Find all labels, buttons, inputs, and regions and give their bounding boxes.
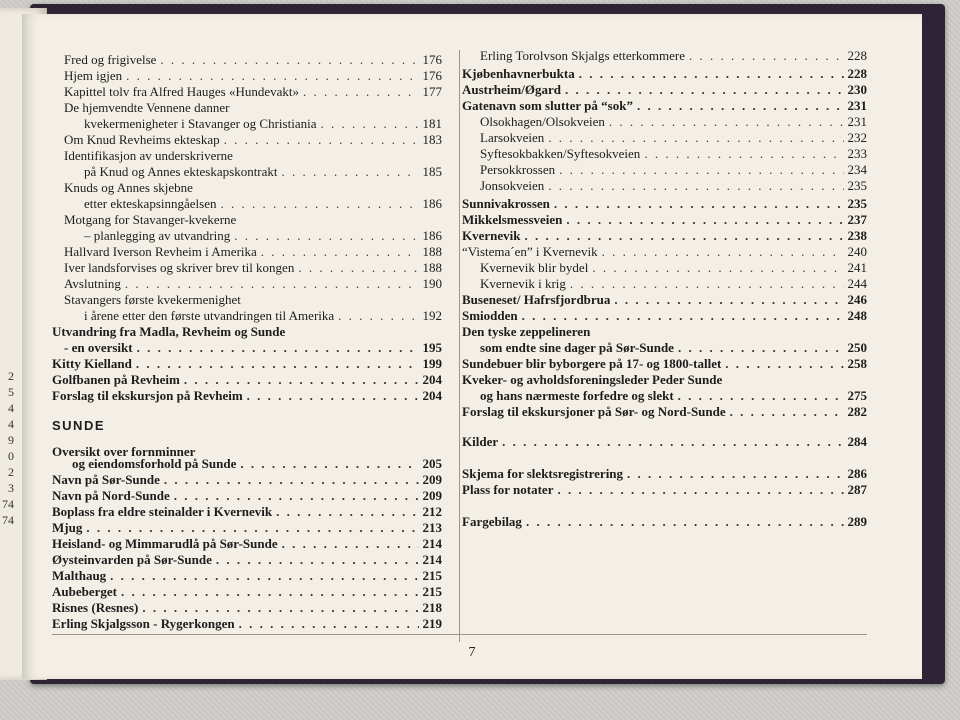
toc-entry xyxy=(52,616,442,631)
toc-entry-page: 186 xyxy=(422,228,442,243)
toc-entry xyxy=(462,356,867,371)
toc-entry-title: Identifikasjon av underskriverne xyxy=(64,148,233,163)
margin-number: 2 xyxy=(8,465,14,479)
toc-entry xyxy=(462,340,867,355)
toc-entry-page: 282 xyxy=(847,404,867,419)
toc-leader-dots xyxy=(557,482,843,497)
toc-leader-dots xyxy=(142,600,418,615)
toc-entry xyxy=(462,372,867,387)
toc-leader-dots xyxy=(164,472,419,487)
toc-entry-title: Plass for notater xyxy=(462,482,554,497)
toc-entry xyxy=(52,228,442,243)
toc-entry xyxy=(462,276,867,291)
toc-entry xyxy=(52,100,442,115)
toc-leader-dots xyxy=(184,372,419,387)
toc-entry-title: Utvandring fra Madla, Revheim og Sunde xyxy=(52,324,286,339)
toc-entry-title: Øysteinvarden på Sør-Sunde xyxy=(52,552,212,567)
toc-entry xyxy=(52,244,442,259)
toc-entry xyxy=(462,466,867,481)
toc-entry-page: 205 xyxy=(422,456,442,471)
toc-entry xyxy=(462,48,867,63)
toc-entry-page: 238 xyxy=(847,228,867,243)
toc-leader-dots xyxy=(137,340,419,355)
margin-number: 4 xyxy=(8,401,14,415)
margin-number: 4 xyxy=(8,417,14,431)
toc-entry xyxy=(462,178,867,193)
section-heading-sunde: SUNDE xyxy=(52,418,106,433)
toc-entry xyxy=(462,324,867,339)
toc-entry xyxy=(462,388,867,403)
toc-entry-page: 258 xyxy=(847,356,867,371)
toc-entry xyxy=(52,536,442,551)
toc-entry-title: Motgang for Stavanger-kvekerne xyxy=(64,212,237,227)
table-of-contents-page xyxy=(22,14,922,679)
toc-entry-title: Larsokveien xyxy=(480,130,545,145)
toc-leader-dots xyxy=(136,356,419,371)
toc-entry-title: og hans nærmeste forfedre og slekt xyxy=(480,388,674,403)
toc-leader-dots xyxy=(525,228,844,243)
toc-entry-title: Buseneset/ Hafrsfjordbrua xyxy=(462,292,611,307)
toc-entry xyxy=(52,212,442,227)
toc-leader-dots xyxy=(220,196,418,211)
toc-entry-title: Hjem igjen xyxy=(64,68,123,83)
toc-entry-page: 199 xyxy=(422,356,442,371)
toc-entry xyxy=(52,324,442,339)
toc-entry-page: 233 xyxy=(847,146,867,161)
toc-entry xyxy=(52,600,442,615)
toc-entry-page: 213 xyxy=(422,520,442,535)
toc-entry-title: Gatenavn som slutter på “sok” xyxy=(462,98,633,113)
toc-leader-dots xyxy=(565,82,844,97)
toc-entry-title: Kvernevik xyxy=(462,228,521,243)
margin-number: 2 xyxy=(8,369,14,383)
toc-entry-title: Kveker- og avholdsforeningsleder Peder Sunde xyxy=(462,372,723,387)
toc-entry xyxy=(52,520,442,535)
toc-entry-page: 232 xyxy=(847,130,867,145)
toc-entry-title: Smiodden xyxy=(462,308,518,323)
toc-leader-dots xyxy=(566,212,843,227)
toc-leader-dots xyxy=(276,504,418,519)
toc-leader-dots xyxy=(174,488,419,503)
toc-leader-dots xyxy=(239,616,419,631)
toc-entry-title: Austrheim/Øgard xyxy=(462,82,561,97)
toc-leader-dots xyxy=(320,116,418,131)
toc-entry xyxy=(462,212,867,227)
toc-entry xyxy=(462,98,867,113)
toc-entry xyxy=(52,180,442,195)
toc-entry-title: De hjemvendte Vennene danner xyxy=(64,100,230,115)
toc-entry-title: Stavangers første kvekermenighet xyxy=(64,292,241,307)
toc-leader-dots xyxy=(579,66,844,81)
toc-leader-dots xyxy=(240,456,418,471)
toc-entry xyxy=(52,340,442,355)
toc-leader-dots xyxy=(86,520,418,535)
toc-entry-title: og eiendomsforhold på Sunde xyxy=(72,456,237,471)
toc-entry-page: 241 xyxy=(847,260,867,275)
footer-rule xyxy=(52,634,867,635)
toc-entry-title: Golfbanen på Revheim xyxy=(52,372,180,387)
toc-entry-page: 212 xyxy=(422,504,442,519)
toc-leader-dots xyxy=(554,196,844,211)
toc-entry xyxy=(52,116,442,131)
toc-entry-title: Hallvard Iverson Revheim i Amerika xyxy=(64,244,257,259)
margin-number: 5 xyxy=(8,385,14,399)
toc-entry-page: 185 xyxy=(422,164,442,179)
toc-entry-title: Skjema for slektsregistrering xyxy=(462,466,624,481)
toc-entry-title: Forslag til ekskursjoner på Sør- og Nord-Sunde xyxy=(462,404,726,419)
toc-entry xyxy=(52,292,442,307)
toc-entry-title: Mikkelsmessveien xyxy=(462,212,563,227)
toc-entry xyxy=(52,568,442,583)
toc-entry-title: Kapittel tolv fra Alfred Hauges «Hundevakt» xyxy=(64,84,300,99)
margin-number: 74 xyxy=(2,513,14,527)
toc-entry-title: Erling Skjalgsson - Rygerkongen xyxy=(52,616,235,631)
previous-page-numbers xyxy=(0,368,14,528)
toc-entry-title: i årene etter den første utvandringen til Amerika xyxy=(84,308,335,323)
toc-leader-dots xyxy=(216,552,419,567)
toc-entry-title: Olsokhagen/Olsokveien xyxy=(480,114,605,129)
toc-entry-page: 231 xyxy=(847,114,867,129)
toc-entry-title: Navn på Nord-Sunde xyxy=(52,488,170,503)
toc-entry-page: 240 xyxy=(847,244,867,259)
toc-entry xyxy=(52,164,442,179)
toc-entry xyxy=(462,244,867,259)
toc-entry-title: Forslag til ekskursjon på Revheim xyxy=(52,388,243,403)
toc-leader-dots xyxy=(637,98,844,113)
toc-leader-dots xyxy=(548,178,843,193)
toc-leader-dots xyxy=(627,466,843,481)
toc-entry xyxy=(462,66,867,81)
toc-entry xyxy=(52,388,442,403)
toc-entry-title: “Vistema´en” i Kvernevik xyxy=(462,244,598,259)
toc-entry xyxy=(462,114,867,129)
toc-leader-dots xyxy=(303,84,418,99)
margin-number: 9 xyxy=(8,433,14,447)
toc-leader-dots xyxy=(126,68,418,83)
toc-entry xyxy=(462,228,867,243)
toc-leader-dots xyxy=(689,48,843,63)
toc-entry-page: 183 xyxy=(422,132,442,147)
toc-entry-page: 275 xyxy=(847,388,867,403)
margin-number: 74 xyxy=(2,497,14,511)
toc-entry-title: Fargebilag xyxy=(462,514,522,529)
toc-entry-title: Malthaug xyxy=(52,568,107,583)
toc-entry-title: Syftesokbakken/Syftesokveien xyxy=(480,146,641,161)
toc-entry-page: 289 xyxy=(847,514,867,529)
toc-entry-title: Kilder xyxy=(462,434,499,449)
toc-entry xyxy=(462,292,867,307)
toc-entry-title: Mjug xyxy=(52,520,83,535)
toc-entry-page: 188 xyxy=(422,244,442,259)
toc-leader-dots xyxy=(559,162,843,177)
toc-entry-title: Heisland- og Mimmarudlå på Sør-Sunde xyxy=(52,536,278,551)
toc-entry-page: 204 xyxy=(422,372,442,387)
toc-entry-title: Kvernevik blir bydel xyxy=(480,260,589,275)
toc-entry-page: 209 xyxy=(422,488,442,503)
toc-entry xyxy=(462,482,867,497)
toc-leader-dots xyxy=(261,244,419,259)
toc-leader-dots xyxy=(678,340,844,355)
toc-entry-page: 190 xyxy=(422,276,442,291)
toc-leader-dots xyxy=(526,514,844,529)
toc-entry-title: Boplass fra eldre steinalder i Kvernevik xyxy=(52,504,273,519)
toc-entry-title: på Knud og Annes ekteskapskontrakt xyxy=(84,164,278,179)
toc-entry xyxy=(52,504,442,519)
toc-entry xyxy=(52,148,442,163)
toc-entry-title: som endte sine dager på Sør-Sunde xyxy=(480,340,674,355)
toc-entry xyxy=(52,276,442,291)
toc-leader-dots xyxy=(160,52,418,67)
toc-entry-title: Kjøbenhavnerbukta xyxy=(462,66,575,81)
toc-entry xyxy=(52,196,442,211)
toc-entry-page: 287 xyxy=(847,482,867,497)
toc-entry-page: 188 xyxy=(422,260,442,275)
page-number: 7 xyxy=(468,645,476,660)
toc-leader-dots xyxy=(609,114,844,129)
margin-number: 0 xyxy=(8,449,14,463)
toc-entry-page: 214 xyxy=(422,536,442,551)
toc-entry-page: 250 xyxy=(847,340,867,355)
toc-entry xyxy=(52,472,442,487)
toc-entry xyxy=(52,260,442,275)
toc-entry xyxy=(52,488,442,503)
toc-entry-page: 215 xyxy=(422,568,442,583)
toc-leader-dots xyxy=(522,308,844,323)
toc-entry-page: 218 xyxy=(422,600,442,615)
toc-entry-page: 209 xyxy=(422,472,442,487)
toc-entry xyxy=(462,146,867,161)
toc-entry-page: 181 xyxy=(422,116,442,131)
toc-entry xyxy=(462,434,867,449)
toc-leader-dots xyxy=(121,584,419,599)
toc-entry-page: 230 xyxy=(847,82,867,97)
toc-entry-page: 192 xyxy=(422,308,442,323)
toc-leader-dots xyxy=(234,228,418,243)
toc-entry-page: 176 xyxy=(422,52,442,67)
toc-entry-page: 177 xyxy=(422,84,442,99)
toc-entry-page: 176 xyxy=(422,68,442,83)
toc-entry xyxy=(52,308,442,323)
toc-leader-dots xyxy=(602,244,844,259)
toc-entry-page: 237 xyxy=(847,212,867,227)
toc-entry-title: etter ekteskapsinngåelsen xyxy=(84,196,217,211)
toc-entry-title: Erling Torolvson Skjalgs etterkommere xyxy=(480,48,686,63)
toc-entry-title: – planlegging av utvandring xyxy=(84,228,231,243)
toc-entry-title: Aubeberget xyxy=(52,584,117,599)
toc-entry-title: Knuds og Annes skjebne xyxy=(64,180,193,195)
toc-entry-title: Fred og frigivelse xyxy=(64,52,157,67)
toc-leader-dots xyxy=(298,260,418,275)
toc-entry xyxy=(462,260,867,275)
toc-leader-dots xyxy=(247,388,419,403)
toc-leader-dots xyxy=(678,388,844,403)
toc-leader-dots xyxy=(614,292,843,307)
toc-entry-page: 248 xyxy=(847,308,867,323)
toc-entry xyxy=(52,84,442,99)
toc-entry xyxy=(52,132,442,147)
toc-entry-page: 204 xyxy=(422,388,442,403)
toc-entry-title: Sunnivakrossen xyxy=(462,196,550,211)
toc-entry-title: Jonsokveien xyxy=(480,178,545,193)
column-divider xyxy=(459,50,460,642)
toc-entry-title: Kitty Kielland xyxy=(52,356,132,371)
toc-entry-title: kvekermenigheter i Stavanger og Christiania xyxy=(84,116,317,131)
toc-entry-page: 195 xyxy=(422,340,442,355)
toc-leader-dots xyxy=(502,434,843,449)
toc-entry-title: Om Knud Revheims ekteskap xyxy=(64,132,220,147)
toc-entry xyxy=(462,308,867,323)
toc-entry xyxy=(462,82,867,97)
toc-entry-page: 244 xyxy=(847,276,867,291)
toc-entry xyxy=(462,404,867,419)
toc-entry xyxy=(462,514,867,529)
toc-entry-page: 215 xyxy=(422,584,442,599)
toc-entry xyxy=(52,356,442,371)
toc-entry xyxy=(52,584,442,599)
toc-entry-page: 186 xyxy=(422,196,442,211)
toc-entry xyxy=(52,456,442,471)
toc-entry-page: 235 xyxy=(847,178,867,193)
toc-leader-dots xyxy=(644,146,843,161)
toc-entry-page: 235 xyxy=(847,196,867,211)
toc-entry xyxy=(52,52,442,67)
toc-entry-title: Oversikt over fornminner xyxy=(52,444,196,459)
toc-entry xyxy=(52,372,442,387)
toc-leader-dots xyxy=(110,568,418,583)
toc-entry-title: Risnes (Resnes) xyxy=(52,600,139,615)
toc-entry-page: 214 xyxy=(422,552,442,567)
toc-leader-dots xyxy=(282,536,419,551)
toc-entry-page: 228 xyxy=(847,66,867,81)
toc-entry-title: Den tyske zeppelineren xyxy=(462,324,591,339)
margin-number: 3 xyxy=(8,481,14,495)
toc-entry xyxy=(462,162,867,177)
toc-entry-title: Persokkrossen xyxy=(480,162,556,177)
toc-leader-dots xyxy=(338,308,418,323)
toc-entry-title: Navn på Sør-Sunde xyxy=(52,472,160,487)
toc-leader-dots xyxy=(125,276,419,291)
toc-entry-title: Iver landsforvises og skriver brev til kongen xyxy=(64,260,295,275)
toc-leader-dots xyxy=(224,132,419,147)
toc-entry-page: 219 xyxy=(422,616,442,631)
toc-entry xyxy=(52,68,442,83)
toc-entry-title: Avslutning xyxy=(64,276,121,291)
toc-entry-page: 231 xyxy=(847,98,867,113)
toc-entry-page: 284 xyxy=(847,434,867,449)
toc-entry-page: 246 xyxy=(847,292,867,307)
toc-entry-page: 286 xyxy=(847,466,867,481)
toc-entry-page: 228 xyxy=(847,48,867,63)
toc-leader-dots xyxy=(592,260,843,275)
toc-entry-page: 234 xyxy=(847,162,867,177)
toc-leader-dots xyxy=(730,404,844,419)
toc-leader-dots xyxy=(548,130,843,145)
toc-entry-title: Sundebuer blir byborgere på 17- og 1800-tallet xyxy=(462,356,722,371)
toc-leader-dots xyxy=(282,164,419,179)
toc-leader-dots xyxy=(725,356,843,371)
toc-entry-title: - en oversikt xyxy=(64,340,133,355)
toc-entry-title: Kvernevik i krig xyxy=(480,276,566,291)
toc-entry xyxy=(52,552,442,567)
toc-entry xyxy=(462,130,867,145)
toc-entry xyxy=(462,196,867,211)
toc-leader-dots xyxy=(570,276,844,291)
